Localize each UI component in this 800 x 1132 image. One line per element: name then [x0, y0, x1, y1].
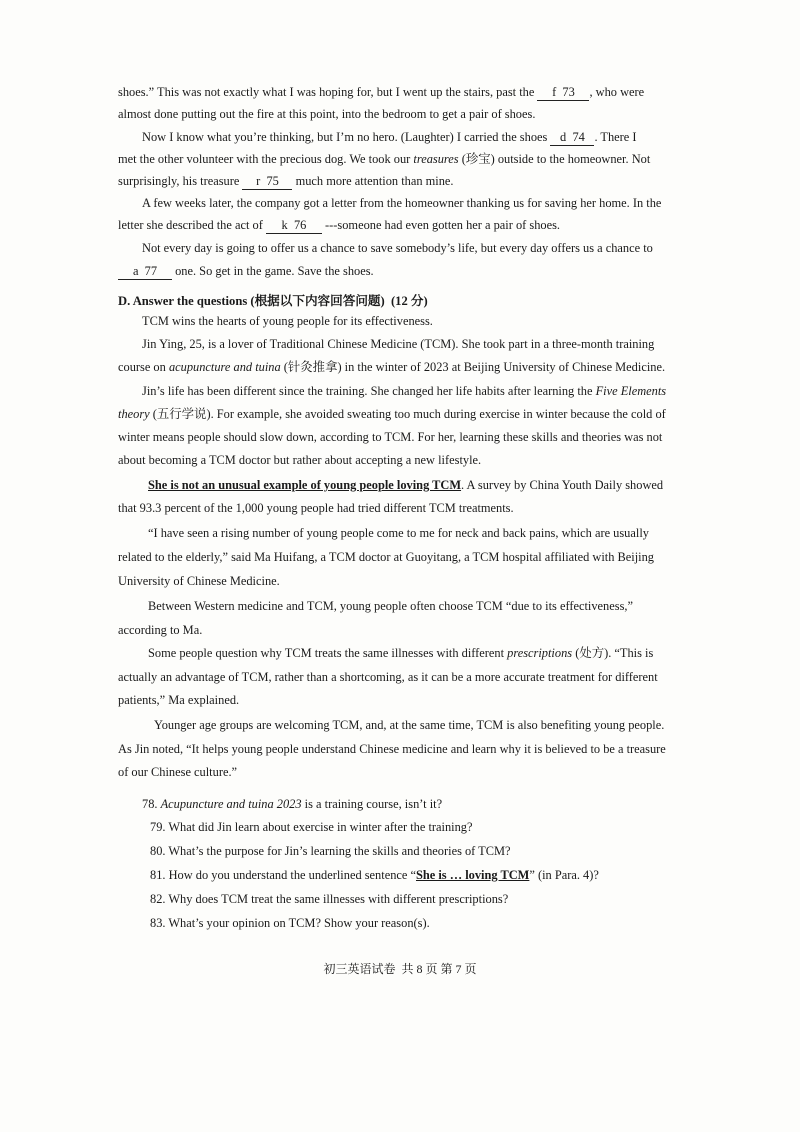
p4-line1: Not every day is going to offer us a chance to save somebody’s life, but every day offers us a chance to — [142, 241, 653, 255]
para4-line1: “I have seen a rising number of young people come to me for neck and back pains, which are usually — [148, 526, 649, 540]
page-footer: 初三英语试卷 共 8 页 第 7 页 — [323, 962, 477, 976]
question-83: 83. What’s your opinion on TCM? Show your reason(s). — [150, 916, 430, 930]
para7-line3: of our Chinese culture.” — [118, 765, 238, 779]
para1-line2: course on acupuncture and tuina (针灸推拿) in the winter of 2023 at Beijing University of Chinese Medicine. — [118, 360, 666, 374]
article-title: TCM wins the hearts of young people for its effectiveness. — [142, 314, 433, 328]
para2-line1: Jin’s life has been different since the training. She changed her life habits after learning the Five Elements — [142, 384, 667, 398]
p3-line2: letter she described the act of k 76 ---someone had even gotten her a pair of shoes. — [118, 218, 561, 232]
p1-line2: almost done putting out the fire at this point, into the bedroom to get a pair of shoes. — [118, 107, 536, 121]
para2-line2: theory (五行学说). For example, she avoided sweating too much during exercise in winter because the cold of — [118, 407, 666, 421]
question-79: 79. What did Jin learn about exercise in winter after the training? — [150, 820, 473, 834]
question-80: 80. What’s the purpose for Jin’s learning the skills and theories of TCM? — [150, 844, 511, 858]
blank-77[interactable]: a 77 — [118, 263, 172, 280]
blank-73[interactable]: f 73 — [537, 84, 589, 101]
section-d-heading: D. Answer the questions (根据以下内容回答问题) (12 分) — [118, 294, 428, 308]
question-81: 81. How do you understand the underlined sentence “She is … loving TCM” (in Para. 4)? — [150, 868, 599, 882]
para6-line3: patients,” Ma explained. — [118, 693, 240, 707]
para2-line4: about becoming a TCM doctor but rather about accepting a new lifestyle. — [118, 453, 482, 467]
blank-76[interactable]: k 76 — [266, 217, 322, 234]
p2-line2: met the other volunteer with the precious dog. We took our treasures (珍宝) outside to the homeowner. Not — [118, 152, 651, 166]
p3-line1: A few weeks later, the company got a letter from the homeowner thanking us for saving her home. In the — [142, 196, 662, 210]
question-82: 82. Why does TCM treat the same illnesses with different prescriptions? — [150, 892, 509, 906]
p2-line3: surprisingly, his treasure r 75 much more attention than mine. — [118, 174, 454, 188]
para4-line3: University of Chinese Medicine. — [118, 574, 280, 588]
para6-line1: Some people question why TCM treats the same illnesses with different prescriptions (处方). “This is — [148, 646, 654, 660]
para4-line2: related to the elderly,” said Ma Huifang, a TCM doctor at Guoyitang, a TCM hospital affiliated with Beijing — [118, 550, 655, 564]
underlined-sentence: She is not an unusual example of young people loving TCM — [148, 478, 462, 492]
p2-line1: Now I know what you’re thinking, but I’m no hero. (Laughter) I carried the shoes d 74 . There I — [142, 130, 637, 144]
para7-line1: Younger age groups are welcoming TCM, and, at the same time, TCM is also benefiting young people. — [154, 718, 665, 732]
blank-74[interactable]: d 74 — [550, 129, 594, 146]
blank-75[interactable]: r 75 — [242, 173, 292, 190]
para2-line3: winter means people should slow down, according to TCM. For her, learning these skills and theories was not — [118, 430, 663, 444]
para7-line2: As Jin noted, “It helps young people understand Chinese medicine and learn why it is believed to be a treasure — [118, 742, 666, 756]
p1-line1: shoes.” This was not exactly what I was hoping for, but I went up the stairs, past the f 73 , who were — [118, 85, 645, 99]
question-78: 78. Acupuncture and tuina 2023 is a training course, isn’t it? — [142, 797, 443, 811]
para5-line2: according to Ma. — [118, 623, 203, 637]
para3-line2: that 93.3 percent of the 1,000 young people had tried different TCM treatments. — [118, 501, 514, 515]
para6-line2: actually an advantage of TCM, rather than a shortcoming, as it can be a more accurate treatment for different — [118, 670, 658, 684]
p4-line2: a 77 one. So get in the game. Save the shoes. — [118, 263, 374, 280]
para5-line1: Between Western medicine and TCM, young people often choose TCM “due to its effectiveness,” — [148, 599, 633, 613]
para1-line1: Jin Ying, 25, is a lover of Traditional Chinese Medicine (TCM). She took part in a three-month training — [142, 337, 655, 351]
para3-line1: She is not an unusual example of young people loving TCM. A survey by China Youth Daily showed — [148, 478, 664, 492]
